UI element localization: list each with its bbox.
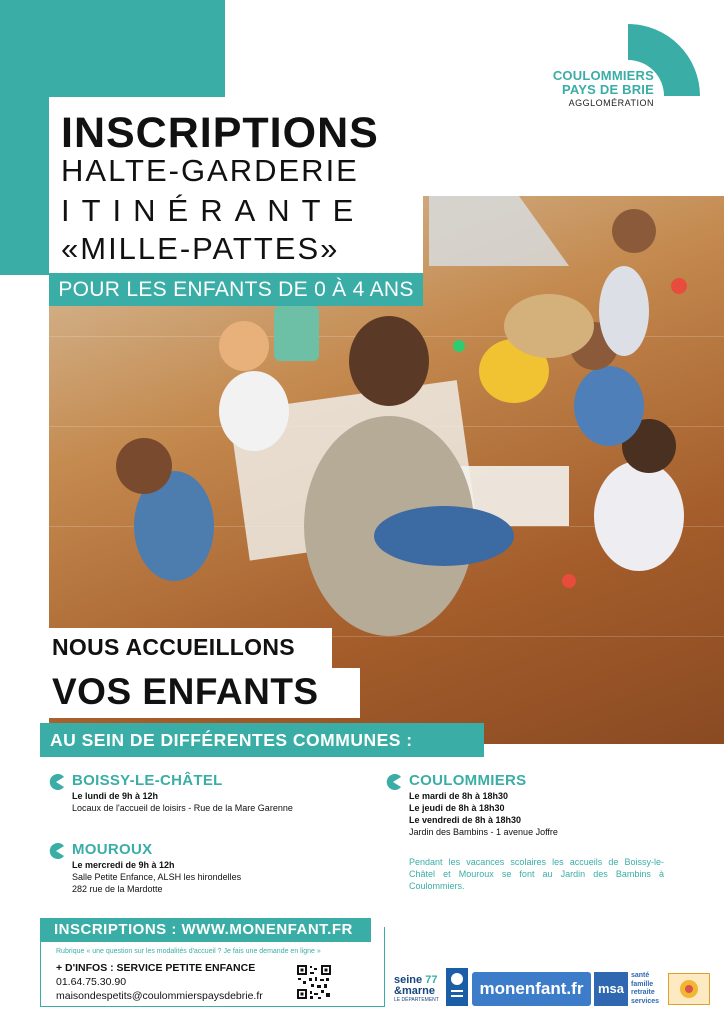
commune-name: MOUROUX [72,841,153,858]
caf-logo [446,968,468,1006]
msa-tagline-3: retraite [631,989,655,996]
caf-emblem-icon [446,968,468,1006]
accueil-heading-line2: VOS ENFANTS [52,671,319,712]
sun-emblem-icon [669,974,709,1004]
msa-tagline-2: famille [631,980,654,988]
title-halte-garderie: HALTE-GARDERIE [61,153,359,188]
brand-name-line1: COULOMMIERS [552,68,654,83]
title-itinerante: ITINÉRANTE [61,193,366,228]
commune-schedule: Le lundi de 9h à 12h [72,791,159,801]
commune-place: Locaux de l'accueil de loisirs - Rue de la Mare Garenne [72,803,293,813]
brand-logo-text [553,69,654,109]
infos-email[interactable]: maisondespetits@coulommierspaysdebrie.fr [56,990,263,1002]
pacman-bullet-icon [385,774,401,790]
seine-et-marne-logo [394,975,442,1009]
msa-tagline-4: services [631,997,660,1005]
brand-name-line2: PAYS DE BRIE [562,82,654,97]
msa-tagline-1: santé [631,972,650,979]
commune-coulommiers [385,772,558,838]
qr-code-icon[interactable] [296,964,332,1000]
infos-phone[interactable]: 01.64.75.30.90 [56,976,127,988]
infos-title: + D'INFOS : SERVICE PETITE ENFANCE [56,962,256,974]
communes-heading-banner: AU SEIN DE DIFFÉRENTES COMMUNES : [40,723,484,757]
commune-schedule: Le mardi de 8h à 18h30 [409,791,509,801]
commune-schedule: Le mercredi de 9h à 12h [72,860,175,870]
accueil-heading-line1: NOUS ACCUEILLONS [52,634,295,660]
pacman-bullet-icon [48,843,64,859]
commune-place: Jardin des Bambins - 1 avenue Joffre [409,827,558,837]
seine-marne-line2: &marne [394,985,435,997]
commune-place: Salle Petite Enfance, ALSH les hirondelles [72,872,242,882]
seine-marne-number: 77 [425,974,438,986]
commune-name: BOISSY-LE-CHÂTEL [72,772,223,789]
seine-marne-line1: seine [394,974,423,986]
commune-schedule: Le jeudi de 8h à 18h30 [409,803,505,813]
pacman-bullet-icon [48,774,64,790]
commune-address: 282 rue de la Mardotte [72,884,163,894]
agglo-badge-logo [668,973,710,1005]
title-inscriptions: INSCRIPTIONS [61,109,379,157]
commune-schedule: Le vendredi de 8h à 18h30 [409,815,522,825]
age-range-banner: POUR LES ENFANTS DE 0 À 4 ANS [49,273,423,306]
commune-mouroux [48,841,241,895]
brand-name-line3: AGGLOMÉRATION [568,98,654,108]
msa-logo: msa [594,972,628,1006]
commune-boissy [48,772,293,814]
inscriptions-rubrique: Rubrique « une question sur les modalités d'accueil ? Je fais une demande en ligne » [56,948,321,955]
title-mille-pattes: «MILLE-PATTES» [61,231,340,266]
msa-tagline [631,972,659,1006]
commune-name: COULOMMIERS [409,772,527,789]
monenfant-logo: monenfant.fr [472,972,591,1006]
seine-marne-line3: LE DÉPARTEMENT [394,997,439,1003]
inscriptions-link-banner[interactable]: INSCRIPTIONS : WWW.MONENFANT.FR [40,918,371,942]
holiday-note: Pendant les vacances scolaires les accueils de Boissy-le-Châtel et Mouroux se font au Jardin des Bambins à Coulommiers. [409,857,664,891]
